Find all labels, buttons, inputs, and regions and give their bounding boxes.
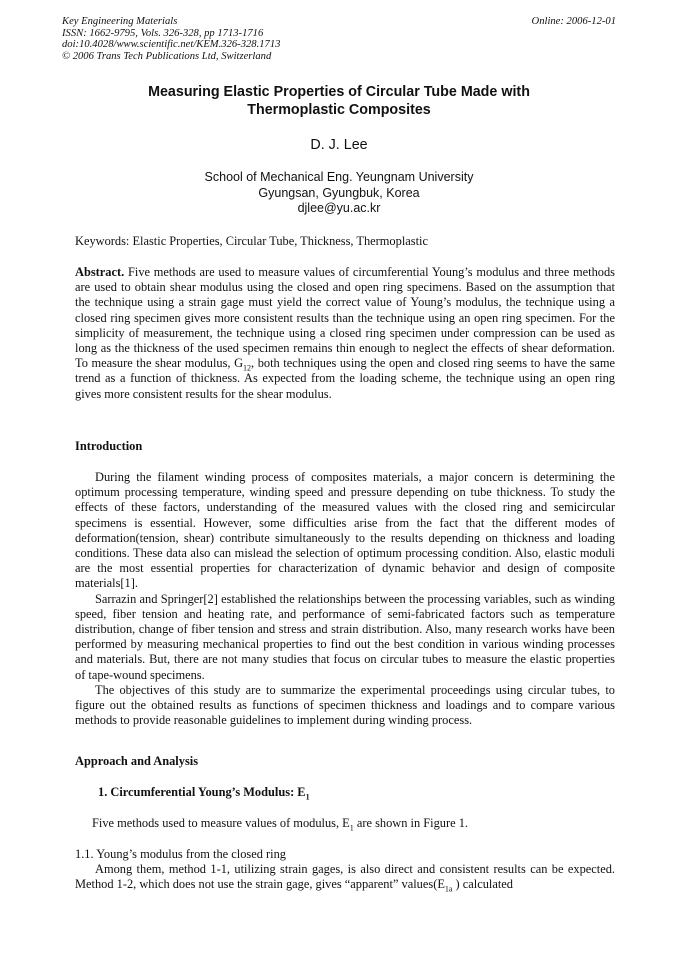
paper-title bbox=[0, 83, 678, 119]
subsection-heading: 1. Circumferential Young’s Modulus: $E_1$ bbox=[98, 785, 310, 802]
affiliation-location: Gyungsan, Gyungbuk, Korea bbox=[258, 185, 420, 200]
journal-header bbox=[62, 16, 616, 62]
methods-sentence: Five methods used to measure values of modulus, $E_1$ are shown in Figure 1. bbox=[92, 816, 469, 833]
section-1-1-body: Among them, method 1-1, utilizing strain gages, is also direct and consistent results can be expected. Method 1-2, which does not use the strain gage, gives “apparent” $values(E_{1a}$ ) calculated bbox=[75, 862, 615, 894]
abstract-text: , both techniques using the open and closed ring seems to have the same trend as a function of thickness. As expected from the loading scheme, the technique using an open ring gives more consistent results for the shear modulus. bbox=[75, 356, 615, 401]
doi-line: doi:10.4028/www.scientific.net/KEM.326-328.1713 bbox=[62, 39, 281, 50]
title-line: Thermoplastic Composites bbox=[247, 102, 431, 118]
subscript: 1a bbox=[444, 884, 453, 894]
keywords: Keywords: Elastic Properties, Circular Tube, Thickness, Thermoplastic bbox=[75, 234, 428, 248]
journal-name: Key Engineering Materials bbox=[62, 16, 178, 27]
author-name: D. J. Lee bbox=[310, 137, 368, 153]
introduction-body bbox=[75, 470, 615, 728]
abstract bbox=[75, 265, 615, 402]
subscript: 12 bbox=[243, 363, 252, 373]
abstract-label: Abstract. bbox=[75, 265, 125, 279]
copyright-line: © 2006 Trans Tech Publications Ltd, Switzerland bbox=[62, 50, 272, 62]
section-1-1-heading: 1.1. Young’s modulus from the closed ring bbox=[75, 847, 286, 861]
online-date: Online: 2006-12-01 bbox=[531, 16, 616, 27]
paragraph: Sarrazin and Springer[2] established the relationships between the processing variables, such as winding speed, fiber tension and heating rate, and performance of semi-fabricated factors such as temperature distribution, change of fiber tension and stress and strain distribution. Also, many research works have been performed by measuring mechanical properties to find out the best condition in various winding processes and materials. But, there are not many studies that focus on circular tubes to measure the elastic properties of tape-wound specimens. bbox=[75, 591, 615, 682]
subscript: 1 bbox=[305, 792, 310, 802]
paragraph: The objectives of this study are to summarize the experimental proceedings using circular tubes, to figure out the obtained results as functions of specimen thickness and loadings and to compare various methods to provide reasonable guidelines to implement during winding process. bbox=[75, 682, 615, 728]
title-line: Measuring Elastic Properties of Circular Tube Made with bbox=[148, 84, 530, 100]
approach-heading: Approach and Analysis bbox=[75, 754, 199, 768]
affiliation bbox=[0, 170, 678, 217]
abstract-text: Five methods are used to measure values of circumferential Young’s modulus and three methods are used to obtain shear modulus using the closed and open ring specimens. Based on the assumption that the technique using a strain gage must yield the correct value of Young’s modulus, the technique using a closed ring specimen gives more consistent results than the technique using an open ring specimen. For the simplicity of measurement, the technique using a closed ring specimen under compression can be used as long as the thickness of the used specimen remains thin enough to neglect the effects of shear deformation. To measure the shear modulus, G bbox=[75, 265, 615, 371]
introduction-heading: Introduction bbox=[75, 439, 143, 453]
subscript: 1 bbox=[349, 823, 354, 833]
issn-line: ISSN: 1662-9795, Vols. 326-328, pp 1713-1716 bbox=[62, 27, 264, 39]
paragraph: During the filament winding process of composites materials, a major concern is determining the optimum processing temperature, winding speed and pressure depending on tube thickness. To study the effects of these factors, understanding of the measured values with the closed ring and semicircular specimens is essential. However, some difficulties arise from the fact that the different modes of deformation(tension, shear) contribute simultaneously to the results depending on thickness and loading conditions. These data also can mislead the selection of optimum processing condition. Also, elastic moduli are the most essential properties for characterization of dynamic behavior and design of composite materials[1]. bbox=[75, 470, 615, 591]
affiliation-school: School of Mechanical Eng. Yeungnam University bbox=[204, 170, 474, 184]
author-email: djlee@yu.ac.kr bbox=[297, 201, 381, 215]
